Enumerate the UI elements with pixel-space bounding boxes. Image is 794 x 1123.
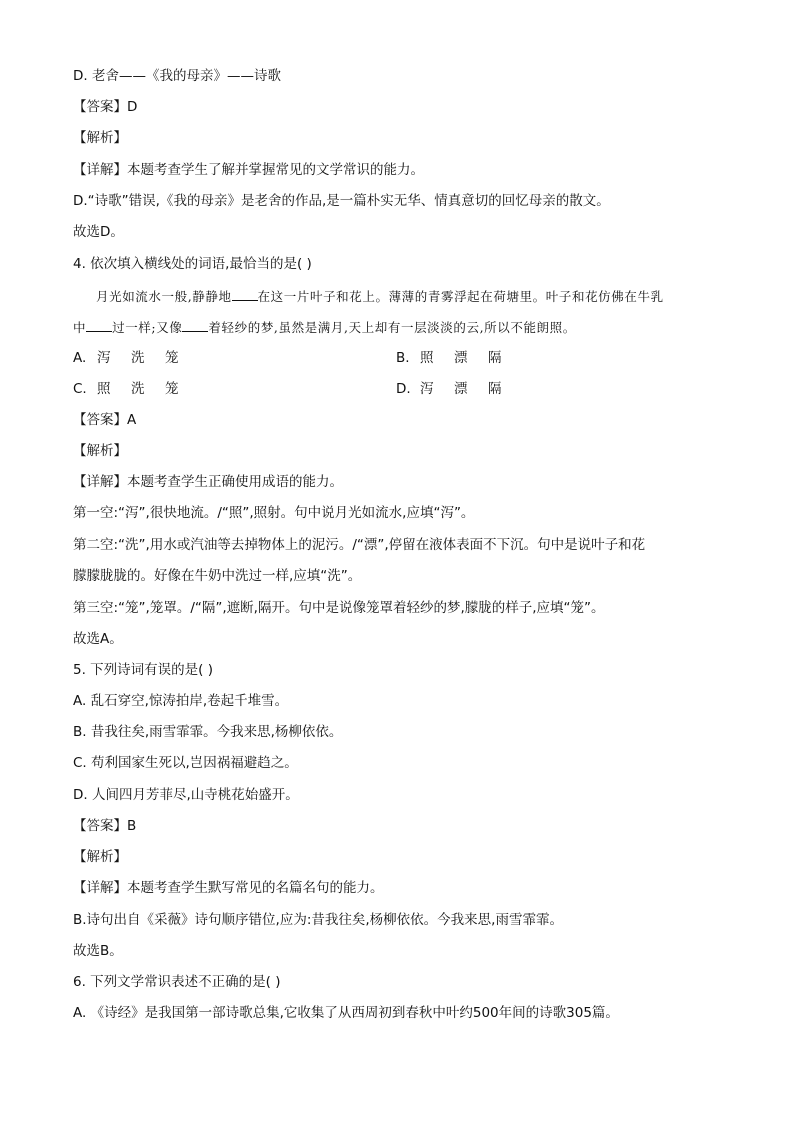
- explanation-blank-2: 第二空:“洗”,用水或汽油等去掉物体上的泥污。/“漂”,停留在液体表面不下沉。句中是说叶子和花: [73, 537, 646, 553]
- analysis-label: 【解析】: [73, 130, 127, 146]
- blank-3: [182, 317, 208, 332]
- explanation-blank-3: 第三空:“笼”,笼罩。/“隔”,遮断,隔开。句中是说像笼罩着轻纱的梦,朦胧的样子,应填“笼”。: [73, 600, 605, 616]
- option-d-prev-question: D. 老舍——《我的母亲》——诗歌: [73, 68, 281, 84]
- option-a: A. 乱石穿空,惊涛拍岸,卷起千堆雪。: [73, 693, 289, 709]
- analysis-label: 【解析】: [73, 443, 127, 459]
- blank-1: [232, 286, 258, 301]
- option-word: 洗: [131, 350, 145, 366]
- option-d: [396, 379, 522, 399]
- option-word: 泻: [97, 350, 111, 366]
- passage-text: 在这一片叶子和花上。薄薄的青雾浮起在荷塘里。叶子和花仿佛在牛乳: [257, 289, 664, 304]
- option-word: 隔: [488, 350, 502, 366]
- answer-label: 【答案】B: [73, 818, 137, 834]
- option-word: 隔: [488, 381, 502, 397]
- option-b: B. 昔我往矣,雨雪霏霏。今我来思,杨柳依依。: [73, 724, 343, 740]
- blank-2: [86, 317, 112, 332]
- detail-text: 【详解】本题考查学生默写常见的名篇名句的能力。: [73, 880, 384, 896]
- detail-text: 【详解】本题考查学生了解并掌握常见的文学常识的能力。: [73, 162, 424, 178]
- option-word: 笼: [165, 350, 179, 366]
- passage-text: 月光如流水一般,静静地: [96, 289, 232, 304]
- option-word: 漂: [454, 381, 468, 397]
- question-6-stem: 6. 下列文学常识表述不正确的是( ): [73, 974, 281, 990]
- option-word: 洗: [131, 381, 145, 397]
- passage-text: 过一样;又像: [112, 320, 183, 335]
- choose-text: 故选A。: [73, 631, 123, 647]
- option-letter: A.: [73, 350, 87, 366]
- option-letter: D.: [396, 381, 411, 397]
- option-c: C. 苟利国家生死以,岂因祸福避趋之。: [73, 755, 298, 771]
- option-letter: B.: [396, 350, 410, 366]
- choose-text: 故选D。: [73, 224, 124, 240]
- answer-label: 【答案】D: [73, 99, 138, 115]
- question-4-stem: 4. 依次填入横线处的词语,最恰当的是( ): [73, 256, 312, 272]
- detail-text: 【详解】本题考查学生正确使用成语的能力。: [73, 474, 343, 490]
- option-b: [396, 348, 522, 368]
- option-word: 漂: [454, 350, 468, 366]
- analysis-label: 【解析】: [73, 849, 127, 865]
- option-word: 笼: [165, 381, 179, 397]
- answer-label: 【答案】A: [73, 412, 137, 428]
- question-4-passage-line-1: [96, 286, 664, 307]
- explanation-text: D.“诗歌”错误,《我的母亲》是老舍的作品,是一篇朴实无华、情真意切的回忆母亲的散文。: [73, 193, 610, 209]
- option-word: 照: [97, 381, 111, 397]
- option-word: 照: [420, 350, 434, 366]
- question-5-stem: 5. 下列诗词有误的是( ): [73, 662, 213, 678]
- option-word: 泻: [420, 381, 434, 397]
- option-c: [73, 379, 199, 399]
- explanation-text: B.诗句出自《采薇》诗句顺序错位,应为:昔我往矣,杨柳依依。今我来思,雨雪霏霏。: [73, 912, 563, 928]
- explanation-blank-1: 第一空:“泻”,很快地流。/“照”,照射。句中说月光如流水,应填“泻”。: [73, 505, 475, 521]
- question-4-passage-line-2: [73, 317, 576, 338]
- option-d: D. 人间四月芳菲尽,山寺桃花始盛开。: [73, 787, 299, 803]
- passage-text: 中: [73, 320, 87, 335]
- option-a: A. 《诗经》是我国第一部诗歌总集,它收集了从西周初到春秋中叶约500年间的诗歌305篇。: [73, 1005, 619, 1021]
- option-letter: C.: [73, 381, 87, 397]
- explanation-blank-2-cont: 朦朦胧胧的。好像在牛奶中洗过一样,应填“洗”。: [73, 568, 362, 584]
- choose-text: 故选B。: [73, 943, 123, 959]
- option-a: [73, 348, 199, 368]
- passage-text: 着轻纱的梦,虽然是满月,天上却有一层淡淡的云,所以不能朗照。: [208, 320, 576, 335]
